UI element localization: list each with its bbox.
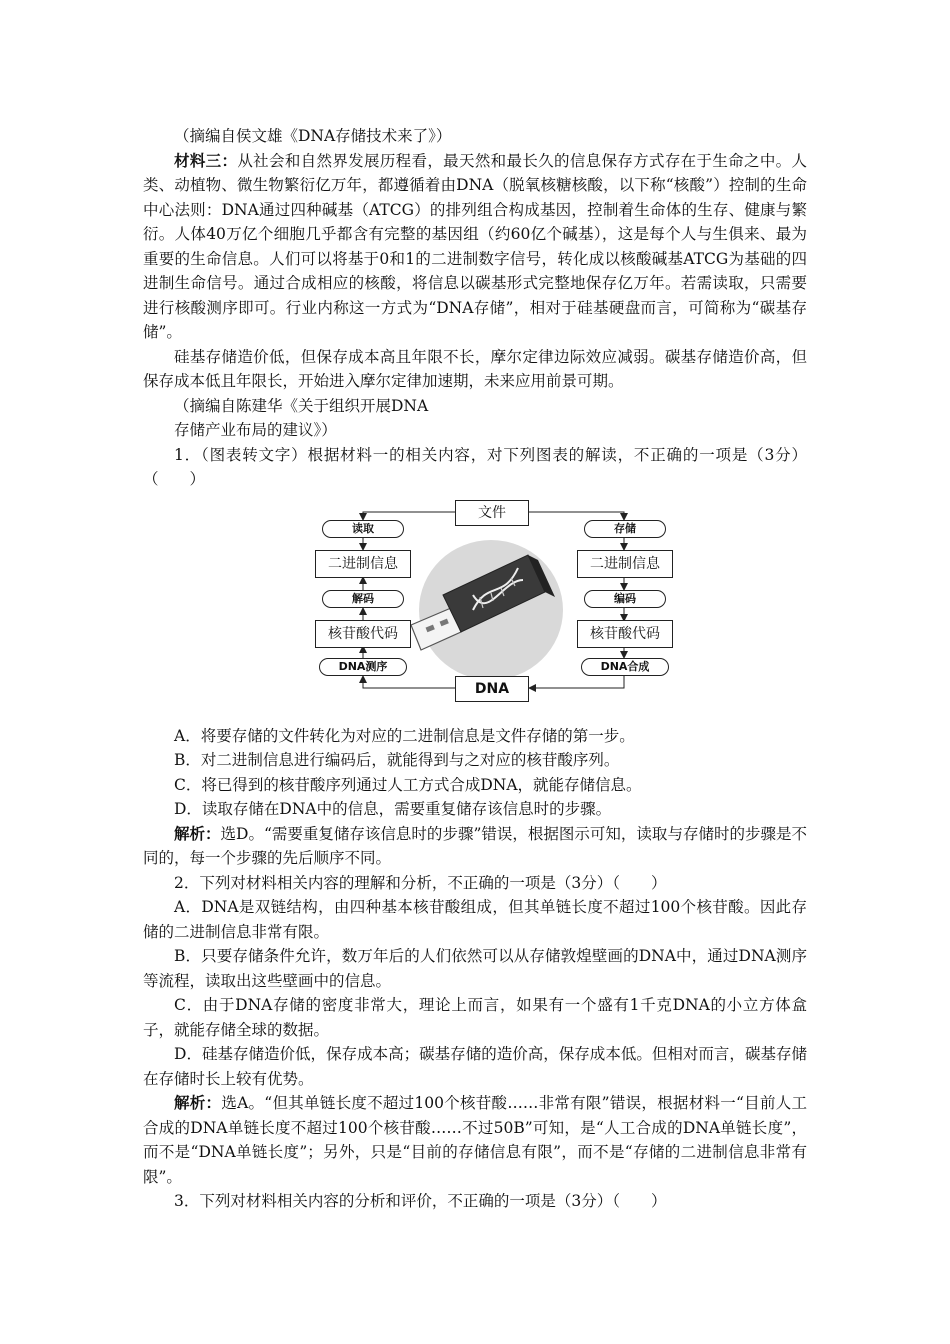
- nucleotide-label-left: 核苷酸代码: [328, 625, 398, 642]
- q2-analysis-body: 选A。“但其单链长度不超过100个核苷酸……非常有限”错误，根据材料一“目前人工合成的DNA单链长度不超过100个核苷酸……不过50B”可知，是“人工合成的DNA单链长度”，而不是“DNA单链长度”；另外，只是“目前的存储信息有限”，而不是“存储的二进制信息非常有限”。: [143, 1094, 807, 1186]
- nucleotide-box-right: [577, 620, 673, 648]
- source-citation-1: （摘编自侯文雄《DNA存储技术来了》）: [174, 127, 452, 145]
- read-label: 读取: [352, 521, 374, 535]
- sequencing-pill: [319, 658, 407, 676]
- sequencing-label: DNA测序: [338, 659, 388, 673]
- binary-box-left: [315, 550, 411, 578]
- usb-dna-icon: [411, 540, 563, 680]
- store-label: 存储: [614, 521, 636, 535]
- binary-box-right: [577, 550, 673, 578]
- decode-label: 解码: [352, 591, 374, 605]
- q1-option-d: D．读取存储在DNA中的信息，需要重复储存该信息时的步骤。: [174, 800, 612, 818]
- decode-pill: [322, 590, 404, 608]
- q2-option-b: B．只要存储条件允许，数万年后的人们依然可以从存储敦煌壁画的DNA中，通过DNA测序等流程，读取出这些壁画中的信息。: [143, 947, 807, 990]
- q2-option-a: A．DNA是双链结构，由四种基本核苷酸组成，但其单链长度不超过100个核苷酸。因此存储的二进制信息非常有限。: [143, 898, 807, 941]
- material-three-body: 从社会和自然界发展历程看，最天然和最长久的信息保存方式存在于生命之中。人类、动植物、微生物繁衍亿万年，都遵循着由DNA（脱氧核糖核酸，以下称“核酸”）控制的生命中心法则：DNA通过四种碱基（ATCG）的排列组合构成基因，控制着生命体的生存、健康与繁衍。人体40万亿个细胞几乎都含有完整的基因组（约60亿个碱基），这是每个人与生俱来、最为重要的生命信息。人们可以将基于0和1的二进制数字信号，转化成以核酸碱基ATCG为基础的四进制生命信号。通过合成相应的核酸，将信息以碳基形式完整地保存亿万年。若需读取，只需要进行核酸测序即可。行业内称这一方式为“DNA存储”，相对于硅基硬盘而言，可简称为“碳基存储”。: [143, 151, 807, 341]
- material-three-label: 材料三：: [174, 150, 238, 170]
- dna-storage-diagram: [143, 500, 807, 710]
- q1-analysis-label: 解析：: [174, 823, 221, 843]
- material-three: [143, 149, 807, 345]
- file-label: 文件: [478, 504, 506, 521]
- question-2: 2．下列对材料相关内容的理解和分析，不正确的一项是（3分）（ ）: [174, 873, 667, 892]
- nucleotide-box-left: [315, 620, 411, 648]
- dna-box: [455, 676, 529, 702]
- q1-analysis-body: 选D。“需要重复储存该信息时的步骤”错误，根据图示可知，读取与存储时的步骤是不同的，每一个步骤的先后顺序不同。: [143, 824, 807, 867]
- encode-pill: [584, 590, 666, 608]
- binary-label-left: 二进制信息: [328, 555, 398, 572]
- document-page: [143, 124, 807, 1214]
- q2-option-c: C．由于DNA存储的密度非常大，理论上而言，如果有一个盛有1千克DNA的小立方体盒子，就能存储全球的数据。: [143, 996, 807, 1039]
- q2-option-d: D．硅基存储造价低，保存成本高；碳基存储的造价高，保存成本低。但相对而言，碳基存储在存储时长上较有优势。: [143, 1045, 807, 1088]
- q2-analysis: [143, 1091, 807, 1189]
- source-citation-2a: （摘编自陈建华《关于组织开展DNA: [174, 396, 429, 415]
- q1-analysis: [143, 822, 807, 871]
- question-1: 1．（图表转文字）根据材料一的相关内容，对下列图表的解读，不正确的一项是（3分）（ ）: [143, 445, 807, 488]
- material-three-paragraph-2: 硅基存储造价低，但保存成本高且年限不长，摩尔定律边际效应减弱。碳基存储造价高，但保存成本低且年限长，开始进入摩尔定律加速期，未来应用前景可期。: [143, 347, 807, 390]
- synthesis-pill: [581, 658, 669, 676]
- synthesis-label: DNA合成: [600, 659, 650, 673]
- read-pill: [322, 520, 404, 538]
- store-pill: [584, 520, 666, 538]
- encode-label: 编码: [614, 591, 636, 605]
- q2-analysis-label: 解析：: [174, 1093, 222, 1112]
- q1-option-a: A．将要存储的文件转化为对应的二进制信息是文件存储的第一步。: [174, 726, 635, 745]
- nucleotide-label-right: 核苷酸代码: [590, 625, 660, 642]
- q1-option-c: C．将已得到的核苷酸序列通过人工方式合成DNA，就能存储信息。: [174, 775, 642, 794]
- dna-label: DNA: [474, 680, 510, 697]
- file-box: [455, 500, 529, 526]
- source-citation-2b: 存储产业布局的建议》）: [174, 421, 337, 439]
- binary-label-right: 二进制信息: [590, 555, 660, 572]
- q1-option-b: B．对二进制信息进行编码后，就能得到与之对应的核苷酸序列。: [174, 751, 620, 769]
- question-3: 3．下列对材料相关内容的分析和评价，不正确的一项是（3分）（ ）: [174, 1192, 667, 1210]
